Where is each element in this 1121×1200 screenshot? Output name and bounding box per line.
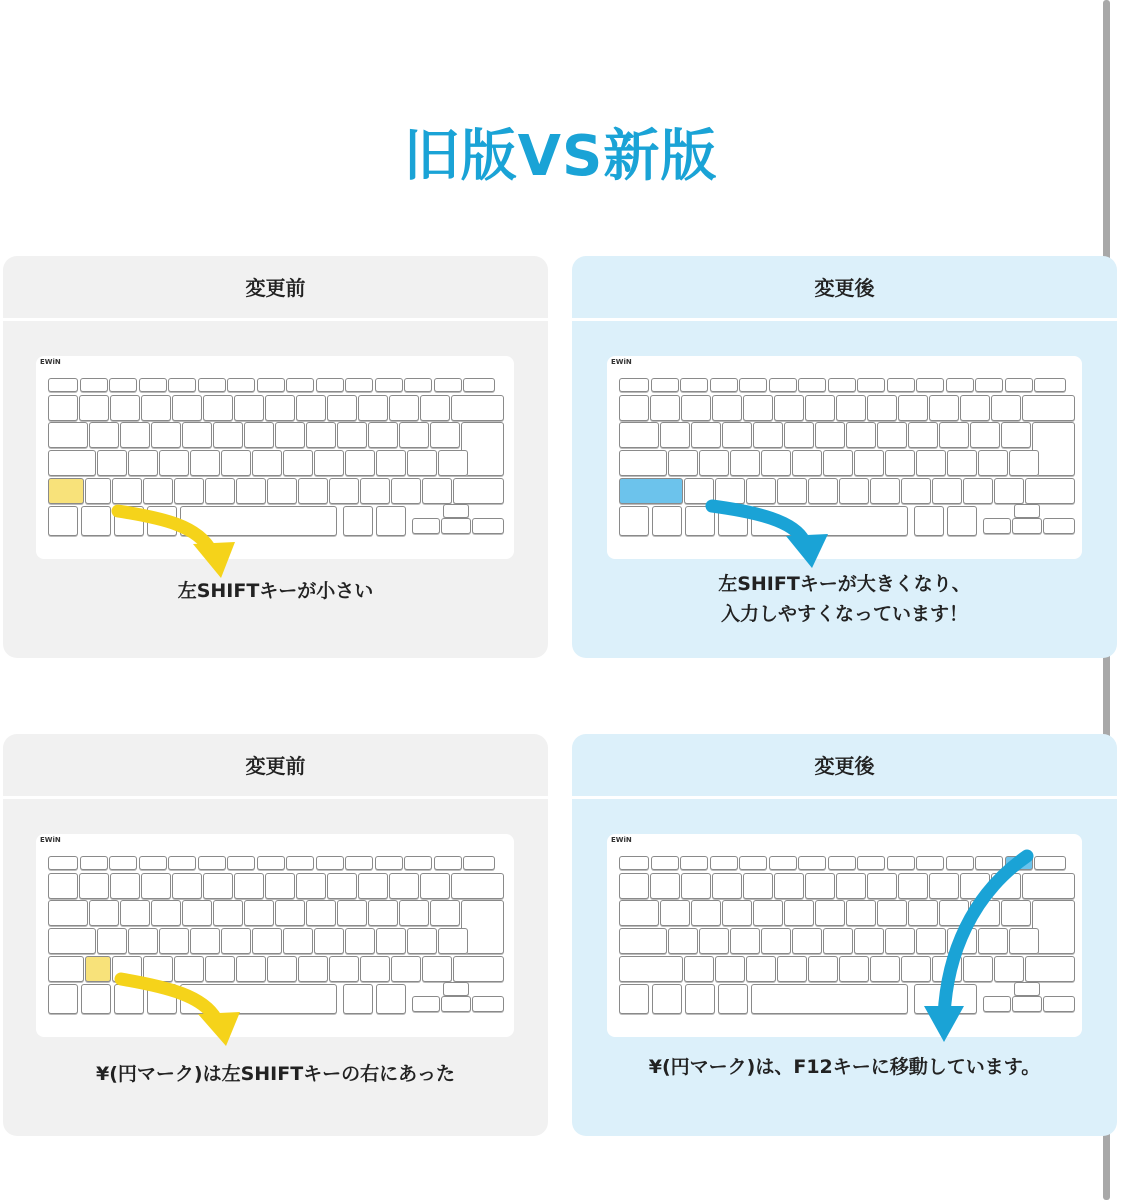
caption-line-2: 入力しやすくなっています！ xyxy=(720,603,968,625)
caption: ¥(円マーク)は、F12キーに移動しています。 xyxy=(648,1056,1041,1078)
page-title: 旧版VS新版 xyxy=(403,124,718,189)
panel-before-yen xyxy=(3,734,548,1136)
caption-line-1: 左SHIFTキーが大きくなり、 xyxy=(718,573,971,595)
panel-before-shift xyxy=(3,256,548,658)
brand-logo: EWiN xyxy=(611,836,632,844)
panel-header: 変更後 xyxy=(814,276,875,300)
panel-header: 変更後 xyxy=(814,754,875,778)
caption: ¥(円マーク)は左SHIFTキーの右にあった xyxy=(96,1063,455,1085)
brand-logo: EWiN xyxy=(40,358,61,366)
panel-header: 変更前 xyxy=(245,754,306,778)
panel-header: 変更前 xyxy=(245,276,306,300)
brand-logo: EWiN xyxy=(611,358,632,366)
brand-logo: EWiN xyxy=(40,836,61,844)
panel-after-yen xyxy=(572,734,1117,1136)
panel-after-shift xyxy=(572,256,1117,658)
caption: 左SHIFTキーが小さい xyxy=(177,580,374,602)
